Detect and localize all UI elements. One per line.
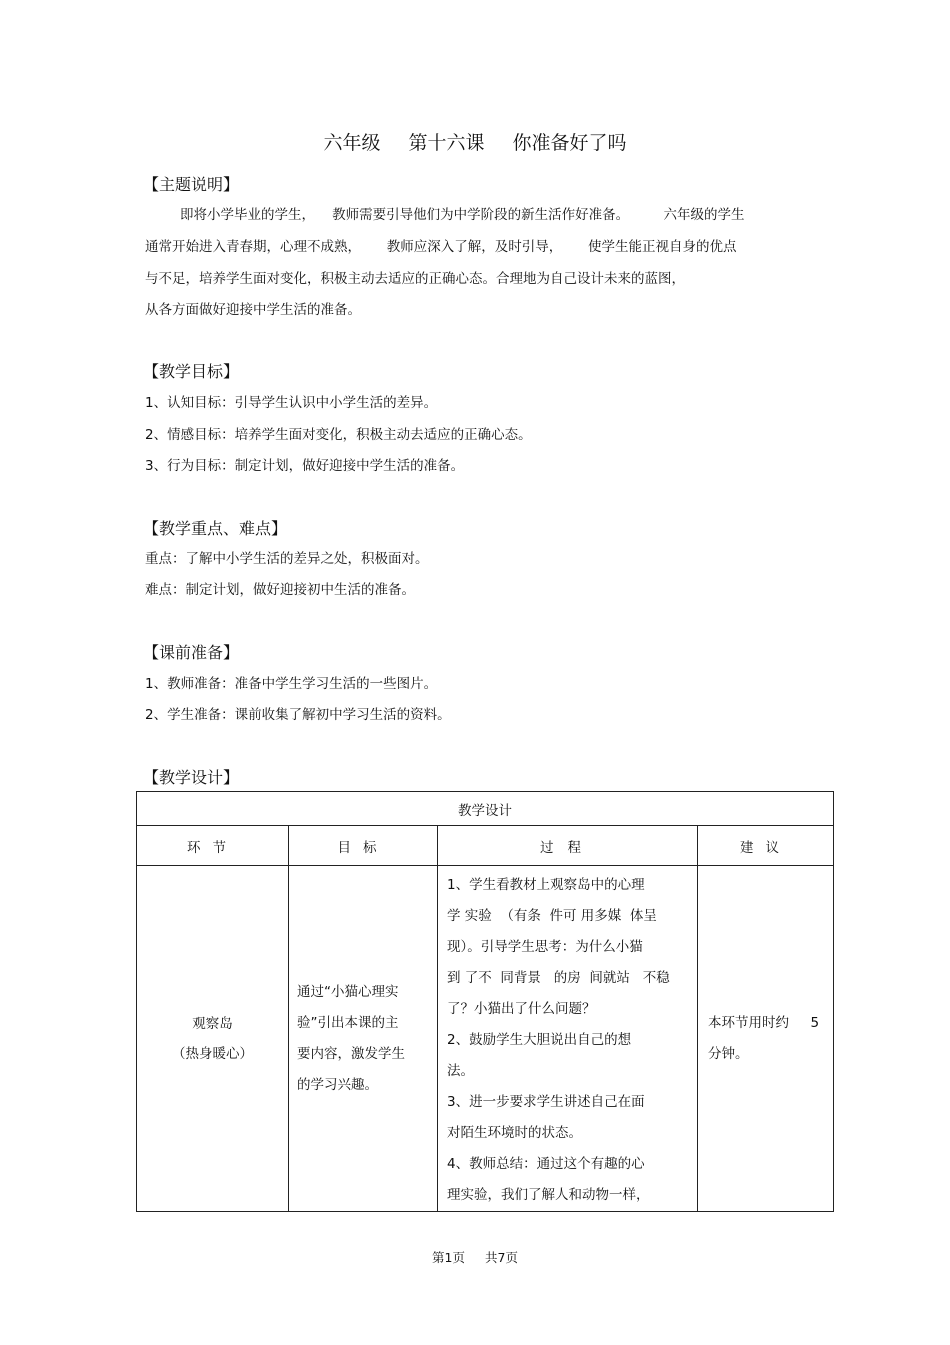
theme-heading: 【主题说明】 — [143, 175, 240, 194]
table-header-row — [137, 826, 834, 866]
page-number: 第1页 — [432, 1250, 465, 1265]
column-header-stage: 环节 — [137, 826, 289, 866]
stage-line: （热身暖心） — [172, 1045, 253, 1062]
process-line: 4、教师总结：通过这个有趣的心 — [447, 1156, 645, 1172]
process-line: 到 了不 同背景 的房 间就站 不稳 — [447, 970, 670, 986]
column-header-goal: 目标 — [289, 826, 438, 866]
goal-line: 通过“小猫心理实 — [297, 983, 399, 1000]
preparation-heading: 【课前准备】 — [143, 643, 240, 662]
theme-line-3: 与不足，培养学生面对变化，积极主动去适应的正确心态。合理地为自己设计未来的蓝图， — [145, 271, 685, 287]
stage-cell — [137, 866, 289, 1212]
title-lesson: 第十六课 — [408, 132, 485, 154]
process-cell — [438, 866, 698, 1212]
title-topic: 你准备好了吗 — [512, 132, 627, 154]
process-line: 2、鼓励学生大胆说出自己的想 — [447, 1032, 632, 1048]
goal-item-2: 2、情感目标：培养学生面对变化，积极主动去适应的正确心态。 — [145, 427, 532, 443]
theme-line-4: 从各方面做好迎接中学生活的准备。 — [145, 302, 361, 318]
title-grade: 六年级 — [323, 132, 381, 154]
process-line: 现）。引导学生思考：为什么小猫 — [447, 939, 643, 955]
process-line: 理实验，我们了解人和动物一样， — [447, 1187, 650, 1203]
process-line: 对陌生环境时的状态。 — [447, 1125, 582, 1141]
keypoints-heading: 【教学重点、难点】 — [143, 519, 288, 538]
page-title — [0, 128, 950, 155]
goals-heading: 【教学目标】 — [143, 362, 240, 381]
process-line: 学 实验 （有条 件可 用多媒 体呈 — [447, 908, 657, 924]
goal-item-3: 3、行为目标：制定计划，做好迎接中学生活的准备。 — [145, 458, 465, 474]
design-heading: 【教学设计】 — [143, 768, 240, 787]
goal-item-1: 1、认知目标：引导学生认识中小学生活的差异。 — [145, 395, 438, 411]
process-line: 1、学生看教材上观察岛中的心理 — [447, 877, 645, 893]
process-line: 法。 — [447, 1063, 474, 1079]
goal-line: 要内容，激发学生 — [297, 1045, 405, 1062]
column-header-suggestion: 建议 — [698, 826, 834, 866]
suggestion-line: 分钟。 — [708, 1045, 749, 1062]
process-line: 了？小猫出了什么问题？ — [447, 1001, 596, 1017]
column-header-process: 过程 — [438, 826, 698, 866]
theme-line-1: 即将小学毕业的学生， 教师需要引导他们为中学阶段的新生活作好准备。 六年级的学生 — [180, 207, 745, 223]
goal-line: 验”引出本课的主 — [297, 1014, 399, 1031]
keypoint-item-2: 难点：制定计划，做好迎接初中生活的准备。 — [145, 582, 415, 598]
goal-line: 的学习兴趣。 — [297, 1076, 378, 1093]
theme-line-2: 通常开始进入青春期，心理不成熟， 教师应深入了解，及时引导， 使学生能正视自身的优点 — [145, 239, 737, 255]
preparation-item-2: 2、学生准备：课前收集了解初中学习生活的资料。 — [145, 707, 451, 723]
keypoint-item-1: 重点：了解中小学生活的差异之处，积极面对。 — [145, 551, 429, 567]
table-caption-row — [137, 792, 834, 826]
table-caption: 教学设计 — [137, 792, 834, 826]
suggestion-line: 本环节用时约 5 — [708, 1014, 820, 1031]
page-total: 共7页 — [485, 1250, 518, 1265]
design-table — [136, 791, 834, 1212]
goal-cell — [289, 866, 438, 1212]
stage-line: 观察岛 — [192, 1015, 233, 1032]
preparation-item-1: 1、教师准备：准备中学生学习生活的一些图片。 — [145, 676, 438, 692]
process-line: 3、进一步要求学生讲述自己在面 — [447, 1094, 645, 1110]
page-footer — [0, 1248, 950, 1266]
suggestion-cell — [698, 866, 834, 1212]
table-row — [137, 866, 834, 1212]
